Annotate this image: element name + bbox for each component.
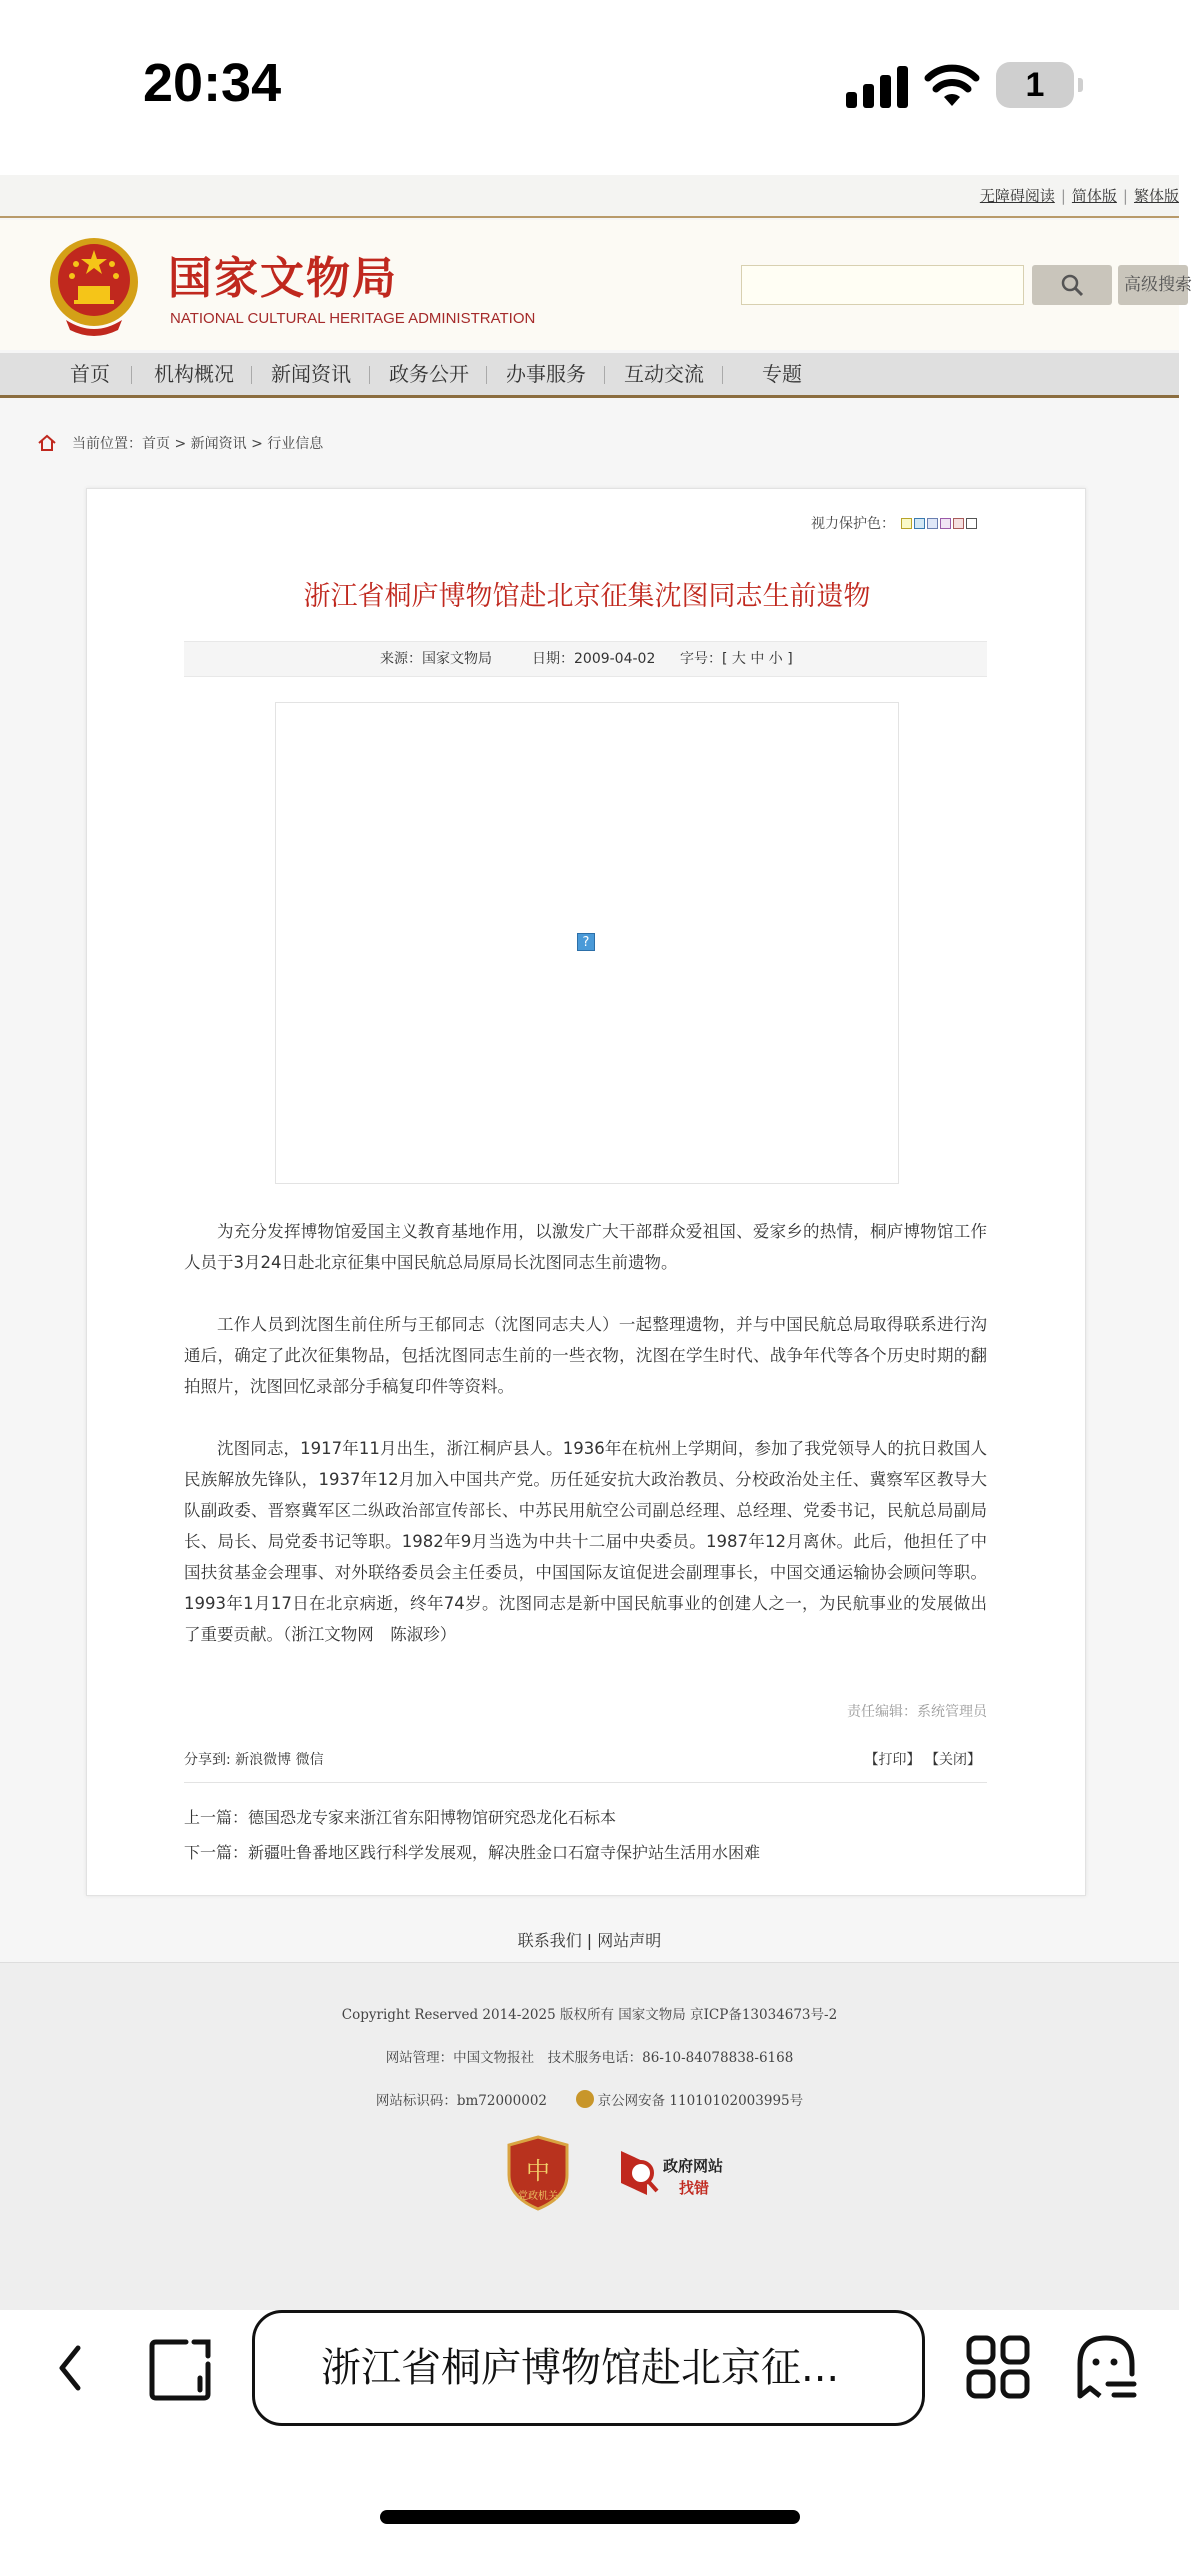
nav-home[interactable]: 首页	[70, 362, 110, 386]
site-header	[0, 220, 1192, 350]
home-indicator[interactable]	[380, 2510, 800, 2524]
nav-news[interactable]: 新闻资讯	[271, 362, 351, 386]
main-nav	[0, 353, 1179, 398]
back-icon[interactable]	[52, 2340, 88, 2396]
site-footer	[0, 1962, 1179, 2310]
home-icon[interactable]	[38, 435, 56, 451]
traditional-link[interactable]: 繁体版	[1133, 187, 1179, 205]
footer-links[interactable]: 联系我们 | 网站声明	[517, 1931, 662, 1950]
article-paragraph: 工作人员到沈图生前住所与王郁同志（沈图同志夫人）一起整理遗物，并与中国民航总局取得联系进行沟通后，确定了此次征集物品，包括沈图同志生前的一些衣物，沈图在学生时代、战争年代等各个历史时期的翻拍照片，沈图回忆录部分手稿复印件等资料。	[184, 1315, 987, 1396]
vision-color-swatch[interactable]	[940, 518, 951, 529]
nav-organization[interactable]: 机构概况	[154, 362, 234, 386]
site-title[interactable]: 国家文物局	[168, 253, 398, 304]
status-time: 20:34	[143, 53, 282, 113]
national-emblem-icon[interactable]	[46, 234, 142, 338]
article-date: 日期：2009-04-02	[532, 651, 656, 667]
party-government-badge[interactable]	[507, 2135, 569, 2211]
gov-site-error-badge[interactable]	[617, 2143, 737, 2203]
simplified-link[interactable]: 简体版	[1071, 187, 1117, 205]
search-icon	[1059, 272, 1085, 298]
article-title: 浙江省桐庐博物馆赴北京征集沈图同志生前遗物	[303, 581, 871, 612]
accessibility-link[interactable]: 无障碍阅读	[979, 187, 1055, 205]
nav-services[interactable]: 办事服务	[506, 362, 586, 386]
article-image	[275, 702, 899, 1184]
police-badge-icon	[576, 2090, 594, 2108]
browser-toolbar	[0, 2310, 1179, 2556]
next-article-link[interactable]: 下一篇：新疆吐鲁番地区践行科学发展观，解决胜金口石窟寺保护站生活用水困难	[184, 1843, 761, 1862]
print-close-links[interactable]: 【打印】 【关闭】	[864, 1752, 981, 1768]
gov-badge-subtitle: 找错	[679, 2179, 710, 2197]
article-paragraph: 为充分发挥博物馆爱国主义教育基地作用，以激发广大干部群众爱祖国、爱家乡的热情，桐庐博物馆工作人员于3月24日赴北京征集中国民航总局原局长沈图同志生前遗物。	[184, 1222, 987, 1272]
search-input[interactable]	[741, 265, 1024, 305]
site-id-line	[0, 2089, 1179, 2109]
vision-color-swatch[interactable]	[953, 518, 964, 529]
site-id: 网站标识码：bm72000002	[375, 2093, 547, 2109]
ghost-menu-icon[interactable]	[1074, 2334, 1138, 2400]
article-source: 来源：国家文物局	[380, 651, 492, 667]
vision-color-swatch[interactable]	[914, 518, 925, 529]
status-bar	[0, 0, 1179, 175]
vision-color-swatch[interactable]	[901, 518, 912, 529]
top-links-bar: 无障碍阅读 | 简体版 | 繁体版	[0, 175, 1179, 218]
search-button[interactable]	[1032, 265, 1112, 305]
vision-protect-colors	[811, 513, 977, 533]
broken-image-icon: ?	[577, 933, 595, 951]
nav-government-affairs[interactable]: 政务公开	[389, 362, 469, 386]
police-record[interactable]: 京公网安备 11010102003995号	[597, 2093, 804, 2109]
vision-color-swatch[interactable]	[966, 518, 977, 529]
wifi-icon	[924, 62, 980, 108]
article-paragraph: 沈图同志，1917年11月出生，浙江桐庐县人。1936年在杭州上学期间，参加了我党领导人的抗日救国人民族解放先锋队，1937年12月加入中国共产党。历任延安抗大政治教员、分校政治处主任、冀察军区教导大队副政委、晋察冀军区二纵政治部宣传部长、中苏民用航空公司副总经理、总经理、党委书记，民航总局副局长、局长、局党委书记等职。1982年9月当选为中共十二届中央委员。1987年12月离休。此后，他担任了中国扶贫基金会理事、对外联络委员会主任委员，中国国际友谊促进会副理事长，中国交通运输协会顾问等职。1993年1月17日在北京病逝，终年74岁。沈图同志是新中国民航事业的创建人之一，为民航事业的发展做出了重要贡献。（浙江文物网 陈淑珍）	[184, 1439, 987, 1644]
divider	[184, 1782, 987, 1783]
svg-text:中: 中	[526, 2157, 550, 2185]
responsible-editor: 责任编辑：系统管理员	[847, 1704, 987, 1720]
advanced-search-button[interactable]: 高级搜索	[1118, 265, 1188, 305]
site-title-english: NATIONAL CULTURAL HERITAGE ADMINISTRATION	[170, 310, 536, 327]
prev-article-link[interactable]: 上一篇：德国恐龙专家来浙江省东阳博物馆研究恐龙化石标本	[184, 1808, 617, 1827]
site-management: 网站管理：中国文物报社 技术服务电话：86-10-84078838-6168	[385, 2050, 794, 2066]
breadcrumb[interactable]: 当前位置：首页 > 新闻资讯 > 行业信息	[72, 436, 324, 452]
nav-topics[interactable]: 专题	[762, 362, 802, 386]
party-badge-label: 党政机关	[518, 2191, 558, 2202]
share-links[interactable]: 分享到: 新浪微博 微信	[184, 1752, 324, 1768]
nav-interaction[interactable]: 互动交流	[624, 362, 704, 386]
article-meta	[184, 641, 987, 677]
vision-label: 视力保护色：	[811, 516, 895, 532]
copyright: Copyright Reserved 2014-2025 版权所有 国家文物局 京ICP备13034673号-2	[341, 2007, 838, 2023]
font-size-switcher[interactable]: 字号：[ 大 中 小 ]	[680, 651, 793, 667]
battery-indicator: 1	[996, 62, 1074, 108]
article-card	[86, 488, 1086, 1896]
web-content	[0, 175, 1192, 2310]
cellular-signal-icon	[846, 64, 910, 108]
tabs-icon[interactable]	[146, 2336, 214, 2404]
apps-grid-icon[interactable]	[965, 2334, 1031, 2400]
address-bar[interactable]: 浙江省桐庐博物馆赴北京征...	[252, 2310, 925, 2426]
gov-badge-title: 政府网站	[663, 2157, 724, 2175]
vision-color-swatch[interactable]	[927, 518, 938, 529]
